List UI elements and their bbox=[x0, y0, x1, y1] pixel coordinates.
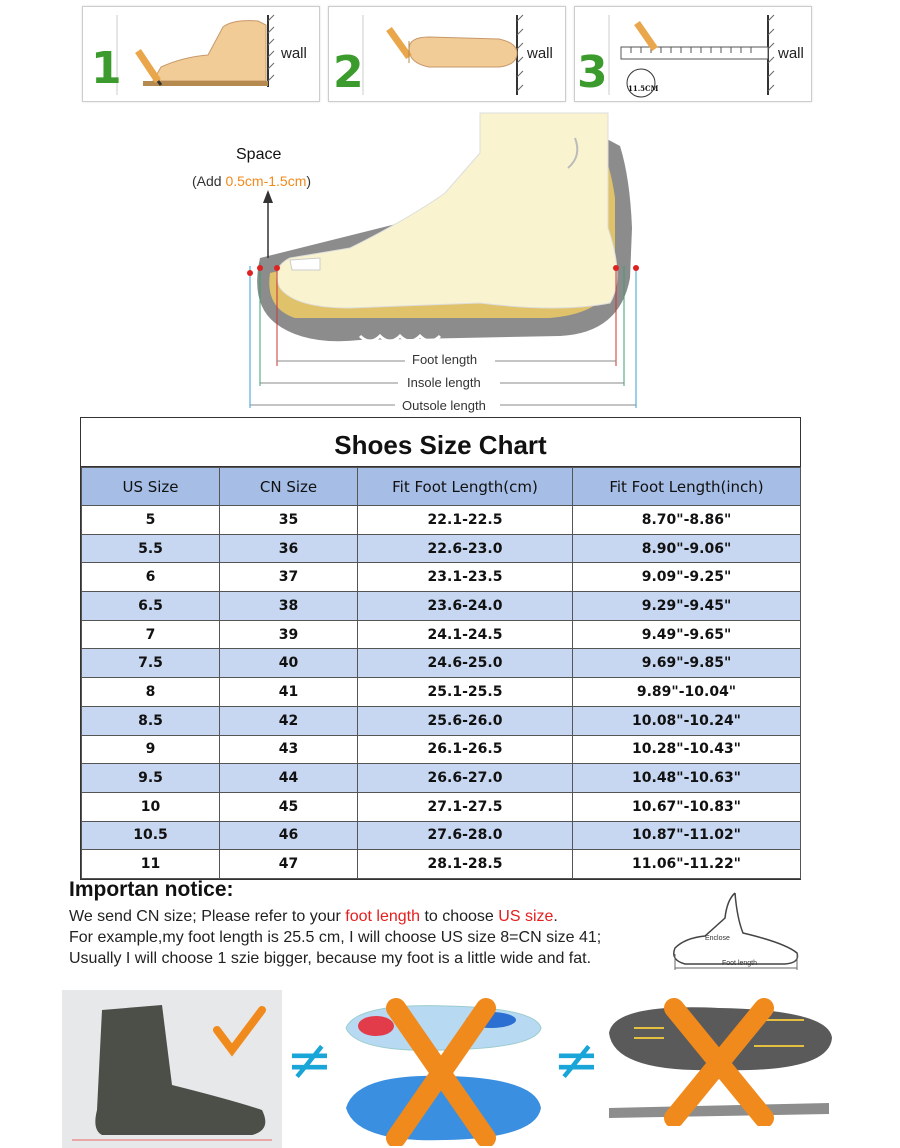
notice-highlight-us-size: US size bbox=[498, 908, 554, 925]
insole-photo bbox=[336, 998, 551, 1146]
cell-cn-size: 43 bbox=[220, 735, 358, 764]
cell-cn-size: 42 bbox=[220, 706, 358, 735]
cell-foot-length-inch: 10.67"-10.83" bbox=[573, 792, 801, 821]
outsole-length-label: Outsole length bbox=[402, 398, 486, 413]
table-row bbox=[82, 764, 801, 793]
notice-title: Importan notice: bbox=[69, 878, 234, 901]
size-chart-body bbox=[82, 506, 801, 879]
foot-mannequin-photo bbox=[62, 990, 282, 1148]
outsole-photo bbox=[604, 998, 834, 1126]
cell-foot-length-inch: 11.06"-11.22" bbox=[573, 850, 801, 879]
cell-cn-size: 45 bbox=[220, 792, 358, 821]
cell-foot-length-inch: 9.09"-9.25" bbox=[573, 563, 801, 592]
cell-foot-length-cm: 26.6-27.0 bbox=[358, 764, 573, 793]
cell-foot-length-inch: 9.49"-9.65" bbox=[573, 620, 801, 649]
step-number: 1 bbox=[91, 43, 122, 94]
cell-foot-length-cm: 27.6-28.0 bbox=[358, 821, 573, 850]
notice-highlight-foot-length: foot length bbox=[345, 908, 420, 925]
table-row bbox=[82, 649, 801, 678]
cell-cn-size: 44 bbox=[220, 764, 358, 793]
cell-us-size: 5.5 bbox=[82, 534, 220, 563]
step-number: 2 bbox=[333, 47, 364, 98]
size-chart-table bbox=[81, 467, 801, 879]
foot-length-label: Foot length bbox=[412, 352, 478, 367]
cell-foot-length-cm: 24.6-25.0 bbox=[358, 649, 573, 678]
notice-line-2: For example,my foot length is 25.5 cm, I will choose US size 8=CN size 41; bbox=[69, 929, 602, 946]
space-label: Space bbox=[236, 146, 282, 163]
cell-foot-length-cm: 22.6-23.0 bbox=[358, 534, 573, 563]
table-row bbox=[82, 620, 801, 649]
cell-cn-size: 38 bbox=[220, 592, 358, 621]
cell-cn-size: 39 bbox=[220, 620, 358, 649]
cell-cn-size: 46 bbox=[220, 821, 358, 850]
cell-foot-length-cm: 24.1-24.5 bbox=[358, 620, 573, 649]
step-panel-3 bbox=[574, 6, 812, 102]
cell-cn-size: 40 bbox=[220, 649, 358, 678]
cell-foot-length-cm: 23.1-23.5 bbox=[358, 563, 573, 592]
notice-text: to choose bbox=[420, 908, 499, 925]
cell-foot-length-inch: 10.48"-10.63" bbox=[573, 764, 801, 793]
space-add-note bbox=[192, 173, 311, 189]
table-row bbox=[82, 534, 801, 563]
cell-foot-length-cm: 27.1-27.5 bbox=[358, 792, 573, 821]
cell-foot-length-inch: 9.29"-9.45" bbox=[573, 592, 801, 621]
table-row bbox=[82, 563, 801, 592]
header-us-size: US Size bbox=[82, 468, 220, 506]
space-add-value: 0.5cm-1.5cm bbox=[225, 173, 307, 189]
notice-line-3: Usually I will choose 1 szie bigger, because my foot is a little wide and fat. bbox=[69, 950, 592, 967]
table-row bbox=[82, 506, 801, 535]
space-add-suffix: ) bbox=[306, 173, 312, 189]
cell-us-size: 8.5 bbox=[82, 706, 220, 735]
table-row bbox=[82, 735, 801, 764]
space-add-prefix: (Add bbox=[192, 173, 226, 189]
table-row bbox=[82, 706, 801, 735]
cell-cn-size: 37 bbox=[220, 563, 358, 592]
not-equal-symbol: ≠ bbox=[286, 1028, 333, 1093]
table-row bbox=[82, 678, 801, 707]
cell-foot-length-cm: 23.6-24.0 bbox=[358, 592, 573, 621]
cell-us-size: 6.5 bbox=[82, 592, 220, 621]
cell-foot-length-cm: 25.6-26.0 bbox=[358, 706, 573, 735]
cell-foot-length-inch: 8.70"-8.86" bbox=[573, 506, 801, 535]
cell-foot-length-cm: 25.1-25.5 bbox=[358, 678, 573, 707]
sketch-enclose-label: Enclose bbox=[705, 935, 730, 942]
size-chart-title: Shoes Size Chart bbox=[81, 418, 800, 467]
cell-cn-size: 47 bbox=[220, 850, 358, 879]
not-equal-symbol: ≠ bbox=[553, 1028, 600, 1093]
cell-us-size: 10.5 bbox=[82, 821, 220, 850]
cell-us-size: 6 bbox=[82, 563, 220, 592]
table-row bbox=[82, 821, 801, 850]
header-cn-size: CN Size bbox=[220, 468, 358, 506]
step-3-illustration bbox=[575, 7, 811, 101]
cell-foot-length-inch: 10.28"-10.43" bbox=[573, 735, 801, 764]
cell-us-size: 9 bbox=[82, 735, 220, 764]
wall-label: wall bbox=[778, 45, 804, 62]
measure-label: 11.5CM bbox=[628, 84, 659, 93]
cell-cn-size: 36 bbox=[220, 534, 358, 563]
notice-text: We send CN size; Please refer to your bbox=[69, 908, 346, 925]
cell-us-size: 5 bbox=[82, 506, 220, 535]
notice-line-1 bbox=[69, 908, 558, 926]
step-panel-1 bbox=[82, 6, 320, 102]
cell-us-size: 7.5 bbox=[82, 649, 220, 678]
wall-label: wall bbox=[281, 45, 307, 62]
cell-foot-length-cm: 22.1-22.5 bbox=[358, 506, 573, 535]
cell-foot-length-inch: 9.89"-10.04" bbox=[573, 678, 801, 707]
wall-label: wall bbox=[527, 45, 553, 62]
table-row bbox=[82, 850, 801, 879]
step-panel-2 bbox=[328, 6, 566, 102]
cell-us-size: 9.5 bbox=[82, 764, 220, 793]
insole-length-label: Insole length bbox=[407, 375, 481, 390]
cell-foot-length-inch: 10.87"-11.02" bbox=[573, 821, 801, 850]
header-foot-length-inch: Fit Foot Length(inch) bbox=[573, 468, 801, 506]
cell-cn-size: 35 bbox=[220, 506, 358, 535]
cell-foot-length-inch: 9.69"-9.85" bbox=[573, 649, 801, 678]
notice-text: . bbox=[553, 908, 558, 925]
cell-foot-length-cm: 28.1-28.5 bbox=[358, 850, 573, 879]
cell-us-size: 10 bbox=[82, 792, 220, 821]
table-header-row bbox=[82, 468, 801, 506]
cell-us-size: 7 bbox=[82, 620, 220, 649]
cell-us-size: 11 bbox=[82, 850, 220, 879]
cell-foot-length-cm: 26.1-26.5 bbox=[358, 735, 573, 764]
sketch-foot-length-label: Foot length bbox=[722, 960, 758, 967]
foot-sketch bbox=[665, 888, 805, 970]
size-chart bbox=[80, 417, 801, 880]
table-row bbox=[82, 592, 801, 621]
cell-foot-length-inch: 10.08"-10.24" bbox=[573, 706, 801, 735]
cell-us-size: 8 bbox=[82, 678, 220, 707]
cell-cn-size: 41 bbox=[220, 678, 358, 707]
shoe-fit-diagram bbox=[230, 108, 660, 413]
header-foot-length-cm: Fit Foot Length(cm) bbox=[358, 468, 573, 506]
table-row bbox=[82, 792, 801, 821]
step-number: 3 bbox=[577, 47, 608, 98]
cell-foot-length-inch: 8.90"-9.06" bbox=[573, 534, 801, 563]
